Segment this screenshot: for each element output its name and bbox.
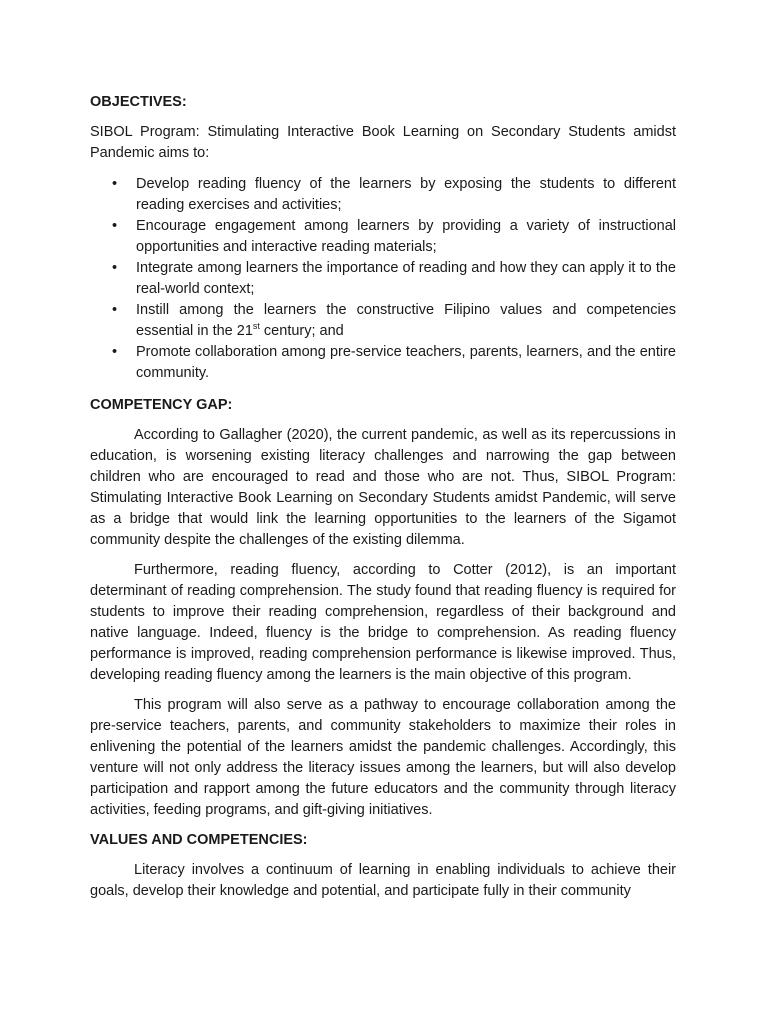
bullet-icon: • (112, 344, 118, 360)
bullet-icon: • (112, 260, 118, 276)
list-item (90, 174, 676, 216)
objective-text: Promote collaboration among pre-service teachers, parents, learners, and the entire community. (136, 344, 676, 381)
objective-text: Integrate among learners the importance of reading and how they can apply it to the real-world context; (136, 260, 676, 297)
ordinal-suffix: st (252, 321, 260, 332)
list-item (90, 300, 676, 342)
list-item (90, 342, 676, 384)
objective-text: Instill among the learners the constructive Filipino values and competencies essential in the 21 (136, 302, 676, 339)
list-item (90, 216, 676, 258)
objective-text-end: century; and (259, 323, 344, 339)
competency-gap-heading: COMPETENCY GAP: (90, 397, 233, 413)
objective-text: Develop reading fluency of the learners by exposing the students to different reading exercises and activities; (136, 176, 676, 213)
values-heading: VALUES AND COMPETENCIES: (90, 832, 308, 848)
document-page (90, 92, 676, 902)
list-item (90, 258, 676, 300)
competency-gap-paragraph: Furthermore, reading fluency, according to Cotter (2012), is an important determinant of reading comprehension. The study found that reading fluency is required for students to improve their reading comprehension, regardless of their background and native language. Indeed, fluency is the bridge to comprehension. As reading fluency performance is improved, reading comprehension performance is likewise improved. Thus, developing reading fluency among the learners is the main objective of this program. (90, 562, 676, 683)
objective-text: Encourage engagement among learners by providing a variety of instructional opportunities and interactive reading materials; (136, 218, 676, 255)
competency-gap-paragraph: According to Gallagher (2020), the current pandemic, as well as its repercussions in education, is worsening existing literacy challenges and narrowing the gap between children who are encouraged to read and those who are not. Thus, SIBOL Program: Stimulating Interactive Book Learning on Secondary Students amidst Pandemic, will serve as a bridge that would link the learning opportunities to the learners of the Sigamot community despite the challenges of the existing dilemma. (90, 427, 676, 548)
objectives-heading: OBJECTIVES: (90, 94, 187, 110)
objectives-list (90, 174, 676, 384)
values-paragraph: Literacy involves a continuum of learning in enabling individuals to achieve their goals, develop their knowledge and potential, and participate fully in their community (90, 862, 676, 899)
competency-gap-paragraph: This program will also serve as a pathway to encourage collaboration among the pre-service teachers, parents, and community stakeholders to maximize their roles in enlivening the potential of the learners amidst the pandemic challenges. Accordingly, this venture will not only address the literacy issues among the learners, but will also develop participation and rapport among the future educators and the community through literacy activities, feeding programs, and gift-giving initiatives. (90, 697, 676, 818)
bullet-icon: • (112, 302, 118, 318)
bullet-icon: • (112, 218, 118, 234)
objectives-intro: SIBOL Program: Stimulating Interactive Book Learning on Secondary Students amidst Pandemic aims to: (90, 124, 676, 161)
bullet-icon: • (112, 176, 118, 192)
